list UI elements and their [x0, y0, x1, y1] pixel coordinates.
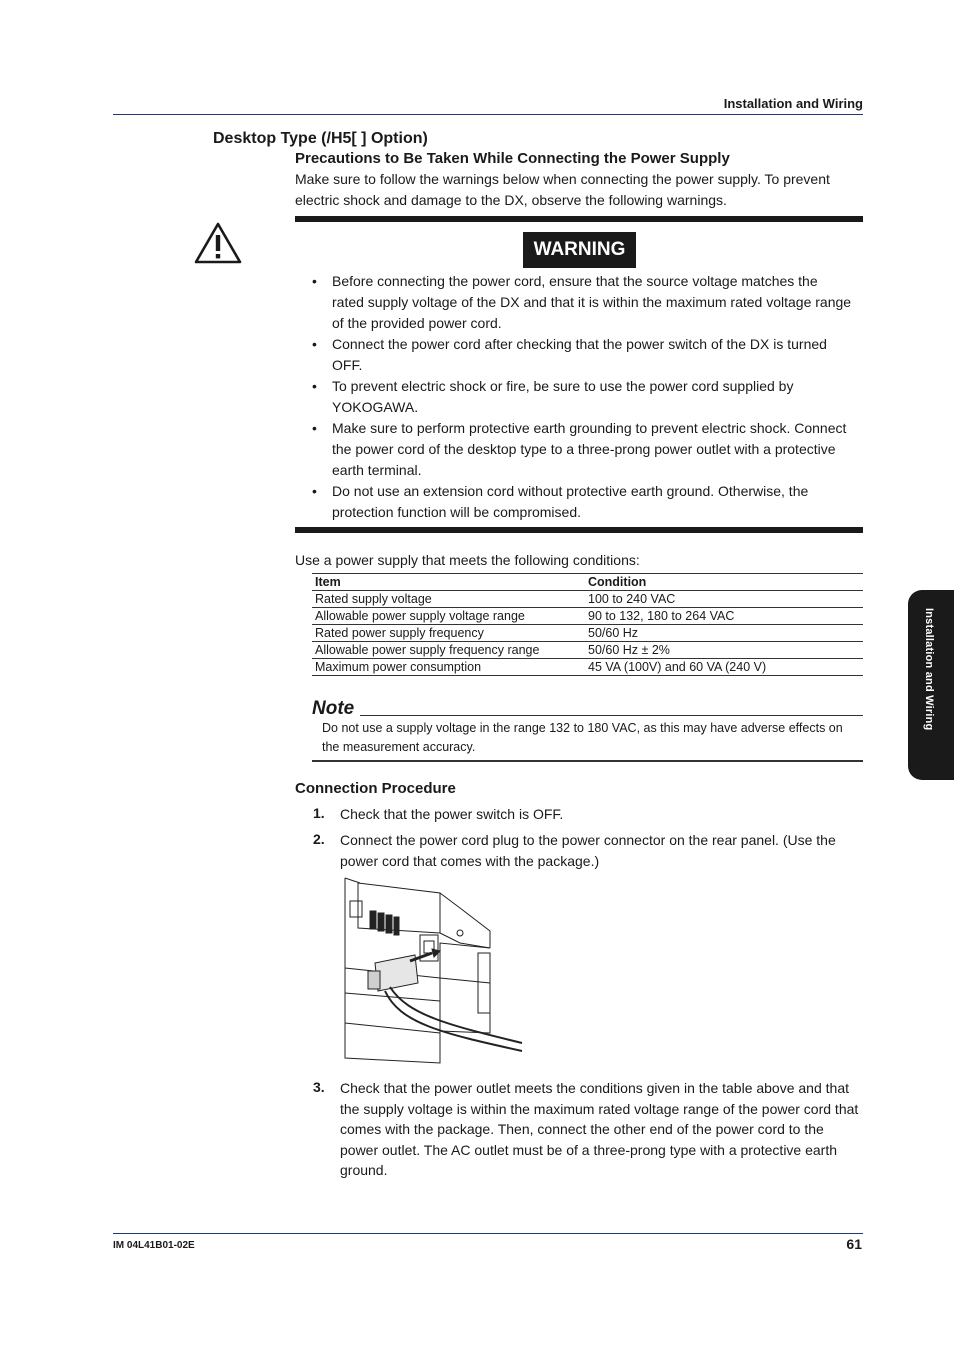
- subsection-title: Precautions to Be Taken While Connecting the Power Supply: [295, 150, 730, 167]
- intro-line: electric shock and damage to the DX, observe the following warnings.: [295, 192, 727, 208]
- side-tab-label: Installation and Wiring: [923, 608, 935, 731]
- table-cell: 100 to 240 VAC: [585, 591, 863, 608]
- table-row: [312, 642, 863, 659]
- step-text: Check that the power outlet meets the conditions given in the table above and that the supply voltage is within the maximum rated voltage range of the power cord that comes with the package. Then, connect the other end of the power cord to the power outlet. The AC outlet must be of a three-prong type with a protective earth ground.: [340, 1080, 859, 1178]
- table-cell: Allowable power supply frequency range: [312, 642, 585, 659]
- section-title: Desktop Type (/H5[ ] Option): [213, 130, 428, 147]
- document-code: IM 04L41B01-02E: [113, 1240, 195, 1251]
- procedure-title: Connection Procedure: [295, 780, 456, 797]
- intro-line: Make sure to follow the warnings below when connecting the power supply. To prevent: [295, 171, 830, 187]
- warning-list: [312, 271, 852, 523]
- header-rule: [113, 114, 863, 115]
- intro-paragraph: [295, 169, 860, 211]
- note-title: Note: [312, 698, 355, 719]
- note-bottom-rule: [312, 760, 863, 762]
- warning-top-bar: [295, 216, 863, 222]
- table-cell: Maximum power consumption: [312, 659, 585, 676]
- table-row: [312, 659, 863, 676]
- table-cell: Rated supply voltage: [312, 591, 585, 608]
- footer-rule: [113, 1233, 863, 1234]
- warning-label: WARNING: [523, 232, 636, 268]
- note-top-rule: [360, 715, 863, 716]
- table-header-row: [312, 574, 863, 591]
- step-number: 1.: [313, 805, 325, 821]
- column-header: Item: [312, 574, 585, 591]
- note-text: Do not use a supply voltage in the range 132 to 180 VAC, as this may have adverse effects on the measurement accuracy.: [322, 721, 843, 754]
- warning-bottom-bar: [295, 527, 863, 533]
- warning-item: • Before connecting the power cord, ensure that the source voltage matches the rated supply voltage of the DX and that it is within the maximum rated voltage range of the provided power cord.: [312, 271, 852, 334]
- table-cell: Rated power supply frequency: [312, 625, 585, 642]
- running-header: Installation and Wiring: [723, 96, 863, 111]
- power-conditions-table: [312, 573, 863, 676]
- power-connector-illustration: [340, 873, 526, 1069]
- conditions-intro: Use a power supply that meets the following conditions:: [295, 552, 640, 568]
- table-cell: 50/60 Hz: [585, 625, 863, 642]
- warning-item: • Do not use an extension cord without protective earth ground. Otherwise, the protection function will be compromised.: [312, 481, 852, 523]
- warning-triangle-icon: [194, 222, 242, 264]
- chapter-side-tab: [908, 590, 954, 780]
- warning-item: • Make sure to perform protective earth grounding to prevent electric shock. Connect the power cord of the desktop type to a three-prong power outlet with a protective earth terminal.: [312, 418, 852, 481]
- column-header: Condition: [585, 574, 863, 591]
- warning-item: • To prevent electric shock or fire, be sure to use the power cord supplied by YOKOGAWA.: [312, 376, 852, 418]
- table-cell: Allowable power supply voltage range: [312, 608, 585, 625]
- warning-item: • Connect the power cord after checking that the power switch of the DX is turned OFF.: [312, 334, 852, 376]
- page-number: 61: [846, 1236, 862, 1252]
- step-text: Connect the power cord plug to the power connector on the rear panel. (Use the power cord that comes with the package.): [340, 832, 836, 869]
- table-row: [312, 608, 863, 625]
- table-cell: 90 to 132, 180 to 264 VAC: [585, 608, 863, 625]
- step-number: 3.: [313, 1079, 325, 1095]
- table-cell: 50/60 Hz ± 2%: [585, 642, 863, 659]
- step-number: 2.: [313, 831, 325, 847]
- table-cell: 45 VA (100V) and 60 VA (240 V): [585, 659, 863, 676]
- table-row: [312, 591, 863, 608]
- step-text: Check that the power switch is OFF.: [340, 806, 564, 822]
- table-row: [312, 625, 863, 642]
